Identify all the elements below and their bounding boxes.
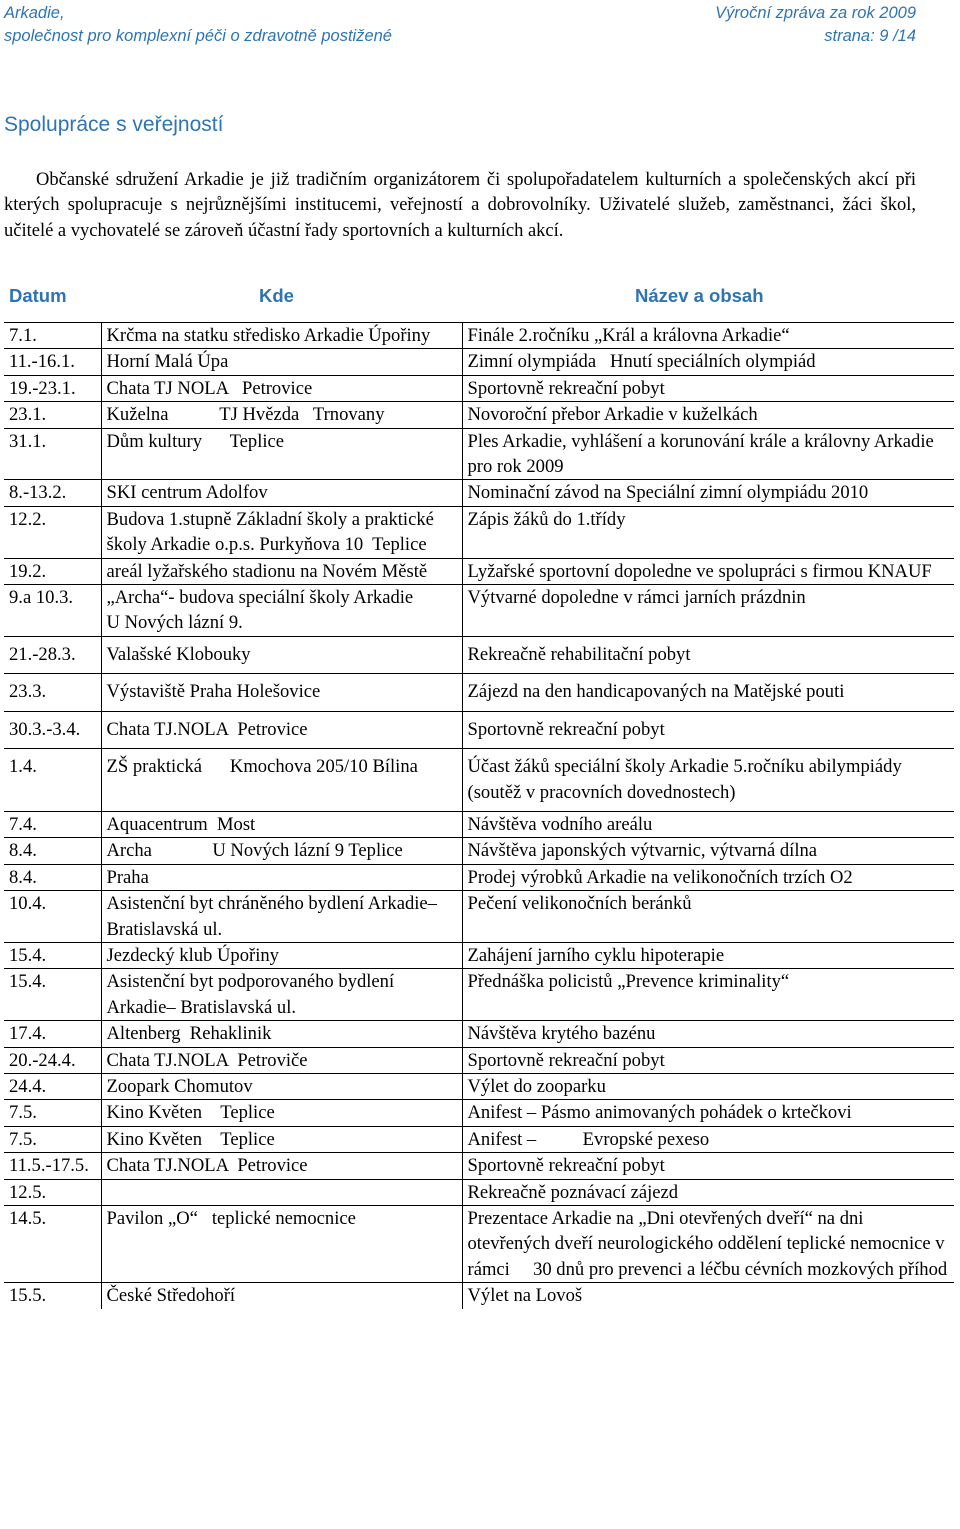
event-name: Výtvarné dopoledne v rámci jarních prázdnin [462,585,954,637]
event-name: Rekreačně poznávací zájezd [462,1179,954,1205]
organization-name [4,2,392,48]
event-date: 7.5. [4,1126,101,1152]
table-row [4,674,954,711]
event-name: Lyžařské sportovní dopoledne ve spolupráci s firmou KNAUF [462,558,954,584]
event-place: České Středohoří [101,1283,462,1309]
event-name: Zápis žáků do 1.třídy [462,506,954,558]
table-row [4,1126,954,1152]
event-place: SKI centrum Adolfov [101,480,462,506]
event-date: 23.3. [4,674,101,711]
event-date: 19.2. [4,558,101,584]
event-name: Prezentace Arkadie na „Dni otevřených dveří“ na dni otevřených dveří neurologického oddělení teplické nemocnice v rámci 30 dnů pro prevenci a léčbu cévních mozkových příhod [462,1206,954,1283]
table-row [4,1047,954,1073]
event-date: 21.-28.3. [4,636,101,673]
table-row [4,585,954,637]
event-date: 12.2. [4,506,101,558]
event-name: Pečení velikonočních beránků [462,891,954,943]
table-row [4,1073,954,1099]
event-date: 8.-13.2. [4,480,101,506]
event-date: 23.1. [4,402,101,428]
event-name: Ples Arkadie, vyhlášení a korunování krále a královny Arkadie pro rok 2009 [462,428,954,480]
org-name-line2: společnost pro komplexní péči o zdravotně postižené [4,27,392,45]
event-name: Výlet do zooparku [462,1073,954,1099]
page-total: /14 [893,27,916,45]
table-row [4,1179,954,1205]
event-date: 9.a 10.3. [4,585,101,637]
table-row [4,1100,954,1126]
event-date: 20.-24.4. [4,1047,101,1073]
section-title: Spolupráce s veřejností [4,113,224,136]
event-date: 30.3.-3.4. [4,711,101,748]
event-place: Kino Květen Teplice [101,1100,462,1126]
event-name: Prodej výrobků Arkadie na velikonočních trzích O2 [462,864,954,890]
org-name-line1: Arkadie, [4,4,65,22]
event-date: 10.4. [4,891,101,943]
event-place: Chata TJ.NOLA Petrovice [101,1153,462,1179]
table-row [4,375,954,401]
event-place: Zoopark Chomutov [101,1073,462,1099]
event-date: 12.5. [4,1179,101,1205]
event-place: „Archa“- budova speciální školy Arkadie U Nových lázní 9. [101,585,462,637]
event-place: Praha [101,864,462,890]
event-place: Jezdecký klub Úpořiny [101,942,462,968]
event-place: Krčma na statku středisko Arkadie Úpořiny [101,323,462,349]
event-name: Návštěva vodního areálu [462,811,954,837]
event-name: Zájezd na den handicapovaných na Matějské pouti [462,674,954,711]
event-place: Chata TJ.NOLA Petroviče [101,1047,462,1073]
event-name: Anifest – Evropské pexeso [462,1126,954,1152]
page-label: strana: [824,27,875,45]
table-row [4,636,954,673]
event-date: 15.5. [4,1283,101,1309]
table-row [4,1206,954,1283]
event-place: Valašské Klobouky [101,636,462,673]
events-table [4,268,954,1309]
intro-paragraph: Občanské sdružení Arkadie je již tradičním organizátorem či spolupořadatelem kulturních a společenských akcí při kterých spolupracuje s nejrůznějšími institucemi, veřejností a dobrovolníky. Uživatelé služeb, zaměstnanci, žáci škol, učitelé a vychovatelé se zároveň účastní řady sportovních a kulturních akcí. [4,170,916,241]
events-table-container [4,268,954,1309]
event-name: Rekreačně rehabilitační pobyt [462,636,954,673]
event-date: 7.1. [9,325,37,346]
table-row [4,838,954,864]
event-date: 11.5.-17.5. [4,1153,101,1179]
table-body [4,323,954,1309]
table-row [4,506,954,558]
table-header-row [4,268,954,323]
event-date: 7.4. [4,811,101,837]
event-name: Návštěva krytého bazénu [462,1021,954,1047]
event-place: Chata TJ.NOLA Petrovice [101,711,462,748]
event-place [101,1179,462,1205]
event-place: Dům kultury Teplice [101,428,462,480]
table-row [4,428,954,480]
event-place: areál lyžařského stadionu na Novém Městě [101,558,462,584]
event-date: 24.4. [4,1073,101,1099]
table-row [4,480,954,506]
event-place: Aquacentrum Most [101,811,462,837]
event-date: 11.-16.1. [4,349,101,375]
table-row [4,942,954,968]
event-name: Nominační závod na Speciální zimní olympiádu 2010 [462,480,954,506]
table-row [4,558,954,584]
event-date: 15.4. [4,942,101,968]
page-number: 9 [879,27,889,45]
event-place: Chata TJ NOLA Petrovice [101,375,462,401]
event-name: Přednáška policistů „Prevence kriminality“ [462,969,954,1021]
event-place: Altenberg Rehaklinik [101,1021,462,1047]
event-date: 8.4. [4,864,101,890]
table-row [4,1283,954,1309]
table-row [4,969,954,1021]
table-row [4,1021,954,1047]
event-place: Archa U Nových lázní 9 Teplice [101,838,462,864]
event-name: Sportovně rekreační pobyt [462,711,954,748]
event-date: 15.4. [4,969,101,1021]
event-place: Výstaviště Praha Holešovice [101,674,462,711]
table-row [4,711,954,748]
report-title: Výroční zpráva za rok 2009 [715,4,916,22]
event-place: Pavilon „O“ teplické nemocnice [101,1206,462,1283]
page-indicator [715,25,916,48]
event-date: 1.4. [4,749,101,812]
table-row [4,402,954,428]
event-date: 17.4. [4,1021,101,1047]
event-name: Zahájení jarního cyklu hipoterapie [462,942,954,968]
event-place: Kuželna TJ Hvězda Trnovany [101,402,462,428]
table-row [4,749,954,812]
event-name: Sportovně rekreační pobyt [462,1047,954,1073]
event-name: Návštěva japonských výtvarnic, výtvarná dílna [462,838,954,864]
event-name: Zimní olympiáda Hnutí speciálních olympiád [462,349,954,375]
event-date: 14.5. [4,1206,101,1283]
event-name: Anifest – Pásmo animovaných pohádek o krtečkovi [462,1100,954,1126]
event-place: Budova 1.stupně Základní školy a praktické školy Arkadie o.p.s. Purkyňova 10 Teplice [101,506,462,558]
table-row [4,864,954,890]
event-name: Sportovně rekreační pobyt [462,375,954,401]
event-place: Kino Květen Teplice [101,1126,462,1152]
event-name: Výlet na Lovoš [462,1283,954,1309]
event-place: Asistenční byt podporovaného bydlení Arkadie– Bratislavská ul. [101,969,462,1021]
event-name: Účast žáků speciální školy Arkadie 5.ročníku abilympiády (soutěž v pracovních dovednostech) [462,749,954,812]
report-info [715,2,916,48]
event-name: Finále 2.ročníku „Král a královna Arkadie“ [462,323,954,349]
event-date: 31.1. [4,428,101,480]
table-row [4,1153,954,1179]
table-row [4,891,954,943]
table-row [4,323,954,349]
event-place: Horní Malá Úpa [101,349,462,375]
event-date: 7.5. [4,1100,101,1126]
event-date: 8.4. [4,838,101,864]
event-place: Asistenční byt chráněného bydlení Arkadie– Bratislavská ul. [101,891,462,943]
column-header-name: Název a obsah [462,268,954,323]
table-row [4,349,954,375]
event-date: 19.-23.1. [4,375,101,401]
event-place: ZŠ praktická Kmochova 205/10 Bílina [101,749,462,812]
event-name: Sportovně rekreační pobyt [462,1153,954,1179]
column-header-date: Datum [4,268,101,323]
event-name: Novoroční přebor Arkadie v kuželkách [462,402,954,428]
column-header-place: Kde [101,268,462,323]
table-row [4,811,954,837]
